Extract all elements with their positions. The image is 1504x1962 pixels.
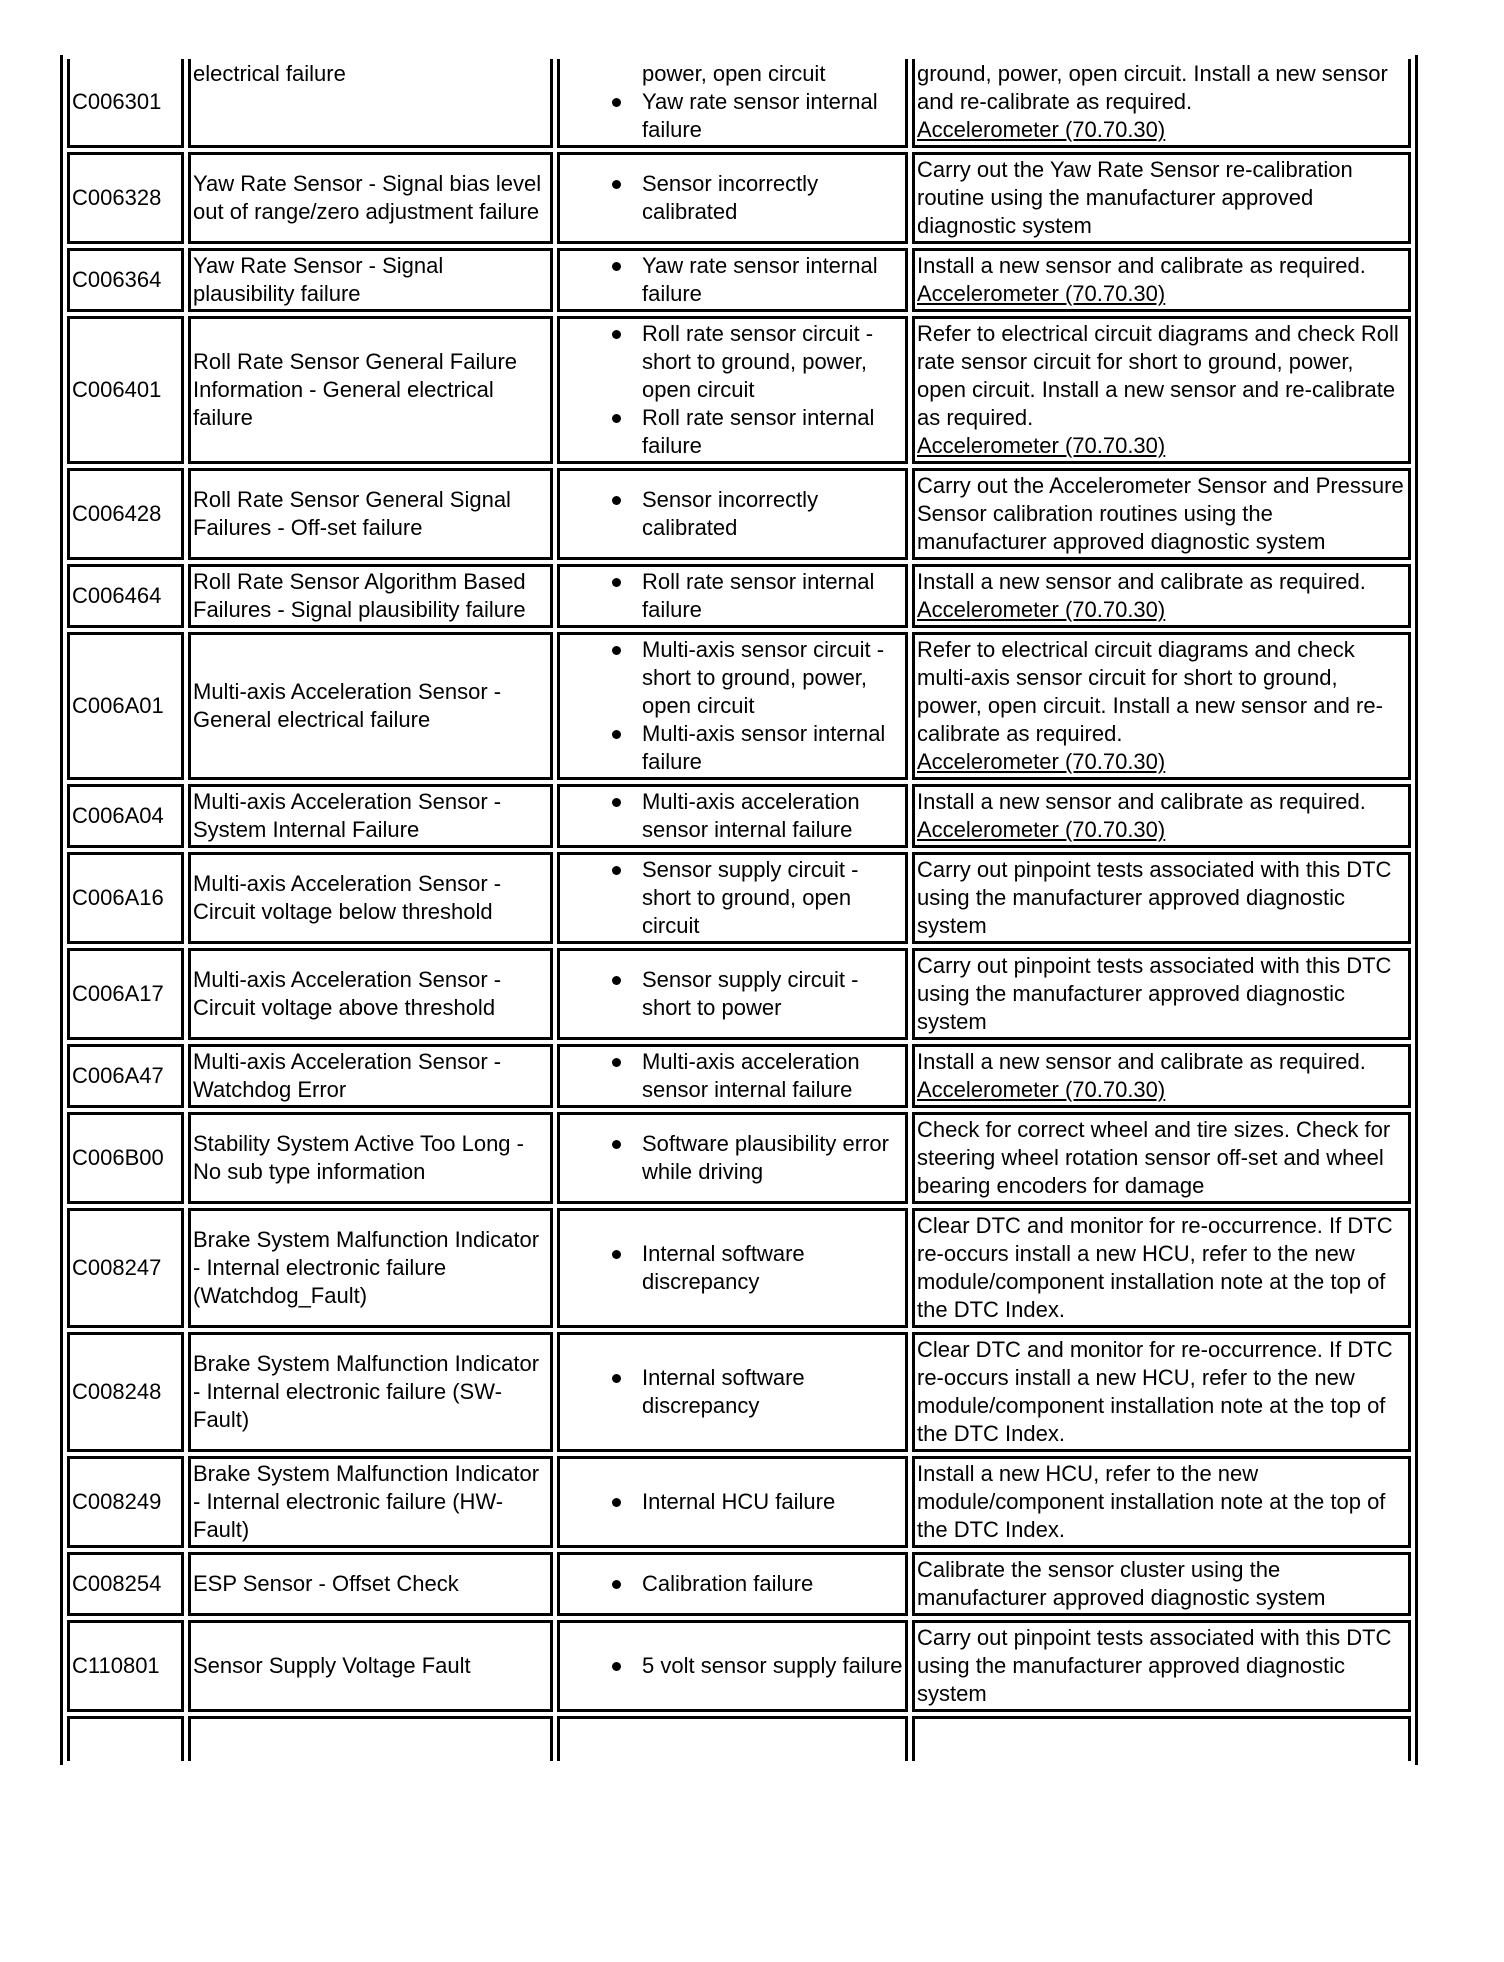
action-cell — [912, 316, 1411, 464]
action-cell — [912, 1112, 1411, 1204]
causes-list — [562, 966, 903, 1022]
action-text: Refer to electrical circuit diagrams and check multi-axis sensor circuit for short to ground, power, open circuit. Install a new sensor and re-calibrate as required. — [917, 637, 1383, 746]
description-cell: Stability System Active Too Long - No sub type information — [188, 1112, 553, 1204]
action-cell — [912, 784, 1411, 848]
action-cell — [912, 852, 1411, 944]
dtc-code-cell: C006A04 — [67, 784, 184, 848]
cause-item: Sensor incorrectly calibrated — [642, 170, 903, 226]
dtc-table-container — [60, 55, 1418, 1765]
possible-causes-cell — [557, 1552, 908, 1616]
dtc-code-cell: C008248 — [67, 1332, 184, 1452]
action-cell — [912, 1208, 1411, 1328]
description-cell: Brake System Malfunction Indicator - Internal electronic failure (HW-Fault) — [188, 1456, 553, 1548]
causes-list — [562, 1364, 903, 1420]
action-text: Install a new sensor and calibrate as required. — [917, 1049, 1366, 1074]
action-text: Carry out the Yaw Rate Sensor re-calibration routine using the manufacturer approved diagnostic system — [917, 157, 1353, 238]
causes-list — [562, 568, 903, 624]
table-row — [67, 248, 1411, 312]
causes-list — [562, 788, 903, 844]
table-row — [67, 59, 1411, 148]
description-cell: Yaw Rate Sensor - Signal bias level out of range/zero adjustment failure — [188, 152, 553, 244]
description-cell: electrical failure — [188, 59, 553, 148]
action-cell — [912, 1456, 1411, 1548]
table-row — [67, 316, 1411, 464]
action-text: Install a new sensor and calibrate as required. — [917, 253, 1366, 278]
cause-item: Internal HCU failure — [642, 1488, 903, 1516]
possible-causes-cell — [557, 1044, 908, 1108]
possible-causes-cell — [557, 1112, 908, 1204]
causes-list — [562, 636, 903, 776]
causes-list — [562, 1130, 903, 1186]
dtc-table — [63, 55, 1415, 1765]
cause-item: Internal software discrepancy — [642, 1364, 903, 1420]
dtc-code-cell: C006401 — [67, 316, 184, 464]
table-row — [67, 1332, 1411, 1452]
dtc-code-cell: C008247 — [67, 1208, 184, 1328]
table-row — [67, 152, 1411, 244]
possible-causes-cell — [557, 59, 908, 148]
description-cell: Sensor Supply Voltage Fault — [188, 1620, 553, 1712]
action-text: Refer to electrical circuit diagrams and check Roll rate sensor circuit for short to ground, power, open circuit. Install a new sensor and re-calibrate as required. — [917, 321, 1399, 430]
empty-cell — [557, 1716, 908, 1761]
description-cell: Multi-axis Acceleration Sensor - General electrical failure — [188, 632, 553, 780]
causes-list — [562, 1652, 903, 1680]
action-cell — [912, 152, 1411, 244]
description-cell: Multi-axis Acceleration Sensor - Circuit voltage above threshold — [188, 948, 553, 1040]
action-text: Check for correct wheel and tire sizes. Check for steering wheel rotation sensor off-set and wheel bearing encoders for damage — [917, 1117, 1391, 1198]
description-cell: Roll Rate Sensor General Signal Failures - Off-set failure — [188, 468, 553, 560]
cause-item: Sensor supply circuit - short to ground, open circuit — [642, 856, 903, 940]
action-text: Carry out the Accelerometer Sensor and Pressure Sensor calibration routines using the manufacturer approved diagnostic system — [917, 473, 1404, 554]
possible-causes-cell — [557, 152, 908, 244]
action-text: Install a new HCU, refer to the new module/component installation note at the top of the DTC Index. — [917, 1461, 1386, 1542]
table-row — [67, 948, 1411, 1040]
causes-list — [562, 1570, 903, 1598]
causes-list — [562, 252, 903, 308]
description-cell: Brake System Malfunction Indicator - Internal electronic failure (SW-Fault) — [188, 1332, 553, 1452]
action-text: ground, power, open circuit. Install a new sensor and re-calibrate as required. — [917, 61, 1388, 114]
table-row — [67, 1208, 1411, 1328]
action-text: Carry out pinpoint tests associated with this DTC using the manufacturer approved diagnostic system — [917, 1625, 1392, 1706]
accelerometer-link[interactable]: Accelerometer (70.70.30) — [917, 117, 1166, 142]
cause-item: Multi-axis sensor internal failure — [642, 720, 903, 776]
dtc-code-cell: C110801 — [67, 1620, 184, 1712]
causes-list — [562, 170, 903, 226]
dtc-code-cell: C006464 — [67, 564, 184, 628]
table-row — [67, 1044, 1411, 1108]
description-cell: Multi-axis Acceleration Sensor - Circuit voltage below threshold — [188, 852, 553, 944]
cause-item: 5 volt sensor supply failure — [642, 1653, 903, 1678]
cause-item: Calibration failure — [642, 1570, 903, 1598]
cause-item: power, open circuit — [642, 61, 826, 86]
possible-causes-cell — [557, 852, 908, 944]
causes-list — [562, 1048, 903, 1104]
action-cell — [912, 632, 1411, 780]
action-cell — [912, 1044, 1411, 1108]
table-row — [67, 1112, 1411, 1204]
empty-cell — [912, 1716, 1411, 1761]
table-row — [67, 852, 1411, 944]
cause-item: Multi-axis sensor circuit - short to ground, power, open circuit — [642, 636, 903, 720]
action-cell — [912, 948, 1411, 1040]
description-cell: Multi-axis Acceleration Sensor - Watchdog Error — [188, 1044, 553, 1108]
possible-causes-cell — [557, 784, 908, 848]
action-text: Install a new sensor and calibrate as required. — [917, 789, 1366, 814]
causes-list — [562, 60, 903, 144]
cause-item: Sensor supply circuit - short to power — [642, 966, 903, 1022]
cause-item: Yaw rate sensor internal failure — [642, 88, 903, 144]
causes-list — [562, 320, 903, 460]
dtc-code-cell: C008254 — [67, 1552, 184, 1616]
possible-causes-cell — [557, 948, 908, 1040]
table-row — [67, 632, 1411, 780]
possible-causes-cell — [557, 248, 908, 312]
description-cell: Roll Rate Sensor Algorithm Based Failures - Signal plausibility failure — [188, 564, 553, 628]
causes-list — [562, 1488, 903, 1516]
causes-list — [562, 856, 903, 940]
cause-item: Multi-axis acceleration sensor internal failure — [642, 788, 903, 844]
description-cell: Multi-axis Acceleration Sensor - System Internal Failure — [188, 784, 553, 848]
dtc-code-cell: C006A16 — [67, 852, 184, 944]
action-text: Carry out pinpoint tests associated with this DTC using the manufacturer approved diagnostic system — [917, 857, 1392, 938]
accelerometer-link[interactable]: Accelerometer (70.70.30) — [917, 597, 1166, 622]
possible-causes-cell — [557, 468, 908, 560]
dtc-code-cell: C006A17 — [67, 948, 184, 1040]
causes-list — [562, 1240, 903, 1296]
table-row — [67, 784, 1411, 848]
action-cell — [912, 248, 1411, 312]
action-cell — [912, 1332, 1411, 1452]
table-row-partial — [67, 1716, 1411, 1761]
cause-item: Yaw rate sensor internal failure — [642, 252, 903, 308]
cause-item: Software plausibility error while driving — [642, 1130, 903, 1186]
accelerometer-link[interactable]: Accelerometer (70.70.30) — [917, 1077, 1166, 1102]
cause-item: Roll rate sensor circuit - short to ground, power, open circuit — [642, 320, 903, 404]
table-row — [67, 1456, 1411, 1548]
action-cell — [912, 468, 1411, 560]
dtc-code-cell: C006A01 — [67, 632, 184, 780]
action-text: Calibrate the sensor cluster using the manufacturer approved diagnostic system — [917, 1557, 1326, 1610]
dtc-code-cell: C006301 — [67, 59, 184, 148]
action-text: Clear DTC and monitor for re-occurrence. If DTC re-occurs install a new HCU, refer to the new module/component installation note at the top of the DTC Index. — [917, 1337, 1393, 1446]
table-row — [67, 1552, 1411, 1616]
causes-list — [562, 486, 903, 542]
description-cell: Roll Rate Sensor General Failure Information - General electrical failure — [188, 316, 553, 464]
cause-item: Multi-axis acceleration sensor internal failure — [642, 1048, 903, 1104]
possible-causes-cell — [557, 1620, 908, 1712]
description-cell: ESP Sensor - Offset Check — [188, 1552, 553, 1616]
dtc-code-cell: C006328 — [67, 152, 184, 244]
cause-item: Roll rate sensor internal failure — [642, 568, 903, 624]
action-text: Carry out pinpoint tests associated with this DTC using the manufacturer approved diagnostic system — [917, 953, 1392, 1034]
dtc-code-cell: C006B00 — [67, 1112, 184, 1204]
empty-cell — [67, 1716, 184, 1761]
dtc-code-cell: C006364 — [67, 248, 184, 312]
possible-causes-cell — [557, 1332, 908, 1452]
accelerometer-link[interactable]: Accelerometer (70.70.30) — [917, 281, 1166, 306]
description-cell: Yaw Rate Sensor - Signal plausibility failure — [188, 248, 553, 312]
possible-causes-cell — [557, 1456, 908, 1548]
action-text: Install a new sensor and calibrate as required. — [917, 569, 1366, 594]
cause-item: Sensor incorrectly calibrated — [642, 486, 903, 542]
accelerometer-link[interactable]: Accelerometer (70.70.30) — [917, 749, 1166, 774]
table-row — [67, 564, 1411, 628]
accelerometer-link[interactable]: Accelerometer (70.70.30) — [917, 433, 1166, 458]
cause-item: Roll rate sensor internal failure — [642, 404, 903, 460]
cause-item: Internal software discrepancy — [642, 1240, 903, 1296]
dtc-table-body — [67, 59, 1411, 1761]
possible-causes-cell — [557, 316, 908, 464]
action-text: Clear DTC and monitor for re-occurrence. If DTC re-occurs install a new HCU, refer to the new module/component installation note at the top of the DTC Index. — [917, 1213, 1393, 1322]
table-row — [67, 1620, 1411, 1712]
description-cell: Brake System Malfunction Indicator - Internal electronic failure (Watchdog_Fault) — [188, 1208, 553, 1328]
dtc-code-cell: C006428 — [67, 468, 184, 560]
empty-cell — [188, 1716, 553, 1761]
accelerometer-link[interactable]: Accelerometer (70.70.30) — [917, 817, 1166, 842]
action-cell — [912, 1552, 1411, 1616]
possible-causes-cell — [557, 564, 908, 628]
possible-causes-cell — [557, 632, 908, 780]
possible-causes-cell — [557, 1208, 908, 1328]
action-cell — [912, 59, 1411, 148]
dtc-code-cell: C006A47 — [67, 1044, 184, 1108]
table-row — [67, 468, 1411, 560]
dtc-code-cell: C008249 — [67, 1456, 184, 1548]
action-cell — [912, 1620, 1411, 1712]
action-cell — [912, 564, 1411, 628]
